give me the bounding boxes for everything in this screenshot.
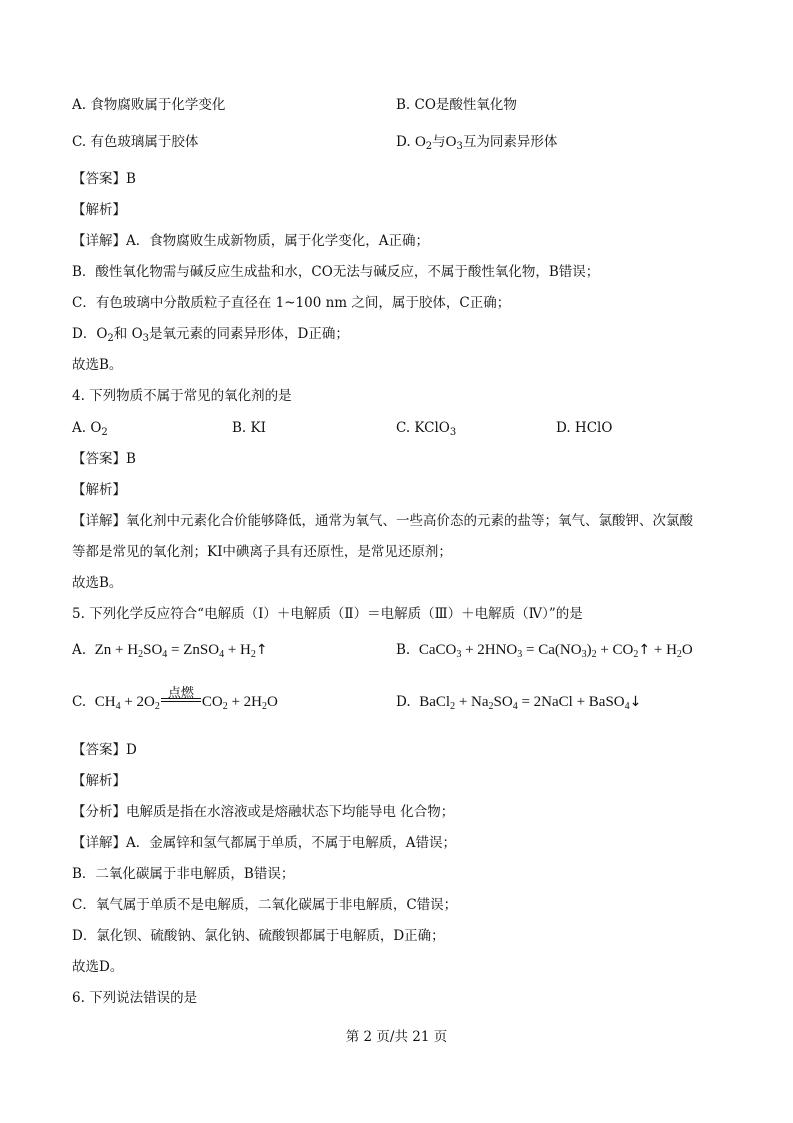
q4-option-d: D. HClO	[556, 420, 613, 436]
q5-option-b: B. CaCO$_3$ + $2HNO_3 = Ca(NO_3)_2$ + $CO_2↑ + H_2O$	[396, 642, 693, 660]
q3-option-c: C. 有色玻璃属于胶体	[72, 134, 199, 150]
q4-option-b: B. KI	[232, 420, 266, 436]
q3-detail-a: 【详解】A．食物腐败生成新物质，属于化学变化，A正确；	[72, 233, 429, 249]
q3-option-d: D. $O_2$与$O_3$互为同素异形体	[396, 134, 558, 152]
q4-conclusion: 故选B。	[72, 575, 123, 591]
q5-stem: 5. 下列化学反应符合“电解质（Ⅰ）＋电解质（Ⅱ）＝电解质（Ⅲ）＋电解质（Ⅳ）”的是	[72, 606, 583, 622]
q5-detail-d: D．氯化钡、硫酸钠、氯化钠、硫酸钡都属于电解质，D正确；	[72, 928, 445, 944]
q5-detail-c: C．氧气属于单质不是电解质，二氧化碳属于非电解质，C错误；	[72, 897, 458, 913]
q3-conclusion: 故选B。	[72, 357, 123, 373]
q5-option-a: A. $Zn + H_2SO_4$ = ZnSO$_4$ + $H_2↑$	[72, 642, 268, 660]
page-number: 第 2 页/共 21 页	[345, 1029, 448, 1045]
q3-analysis-heading: 【解析】	[72, 202, 126, 218]
q5-answer: 【答案】D	[72, 742, 137, 758]
q4-detail-line1: 【详解】氧化剂中元素化合价能够降低，通常为氧气、一些高价态的元素的盐等；氧气、氯酸钾、次氯酸	[72, 513, 693, 529]
q3-detail-d: D．$O_2$和 $O_3$是氧元素的同素异形体，D正确；	[72, 326, 349, 344]
q5-detail-a: 【详解】A．金属锌和氢气都属于单质，不属于电解质，A错误；	[72, 835, 456, 851]
q4-stem: 4. 下列物质不属于常见的氧化剂的是	[72, 388, 292, 404]
q5-analysis-heading: 【解析】	[72, 773, 126, 789]
q4-analysis-heading: 【解析】	[72, 482, 126, 498]
q3-detail-c: C．有色玻璃中分散质粒子直径在 1~100 nm 之间，属于胶体，C正确；	[72, 295, 511, 311]
q5-detail-b: B．二氧化碳属于非电解质，B错误；	[72, 866, 295, 882]
q6-stem: 6. 下列说法错误的是	[72, 990, 198, 1006]
q3-answer: 【答案】B	[72, 171, 136, 187]
q4-detail-line2: 等都是常见的氧化剂；KI中碘离子具有还原性，是常见还原剂；	[72, 544, 452, 560]
q3-option-b: B. CO是酸性氧化物	[396, 97, 517, 113]
reaction-condition: 点燃	[161, 702, 201, 706]
q4-option-c: C. KClO$_3$	[396, 420, 457, 438]
q5-conclusion: 故选D。	[72, 959, 124, 975]
q4-option-a: A. $O_2$	[72, 420, 108, 438]
q5-analysis: 【分析】电解质是指在水溶液或是熔融状态下均能导电 化合物；	[72, 804, 455, 820]
q4-answer: 【答案】B	[72, 451, 136, 467]
q5-option-d: D. BaCl$_2$ + $Na_2SO_4$ = 2NaCl + BaSO$_4$↓	[396, 694, 642, 712]
q3-detail-b: B．酸性氧化物需与碱反应生成盐和水，CO无法与碱反应，不属于酸性氧化物，B错误；	[72, 264, 600, 280]
q3-option-a: A. 食物腐败属于化学变化	[72, 97, 226, 113]
q5-option-c: C. $CH_4 + 2O_2$ 点燃 $CO_2 + 2H_2O$	[72, 686, 278, 712]
